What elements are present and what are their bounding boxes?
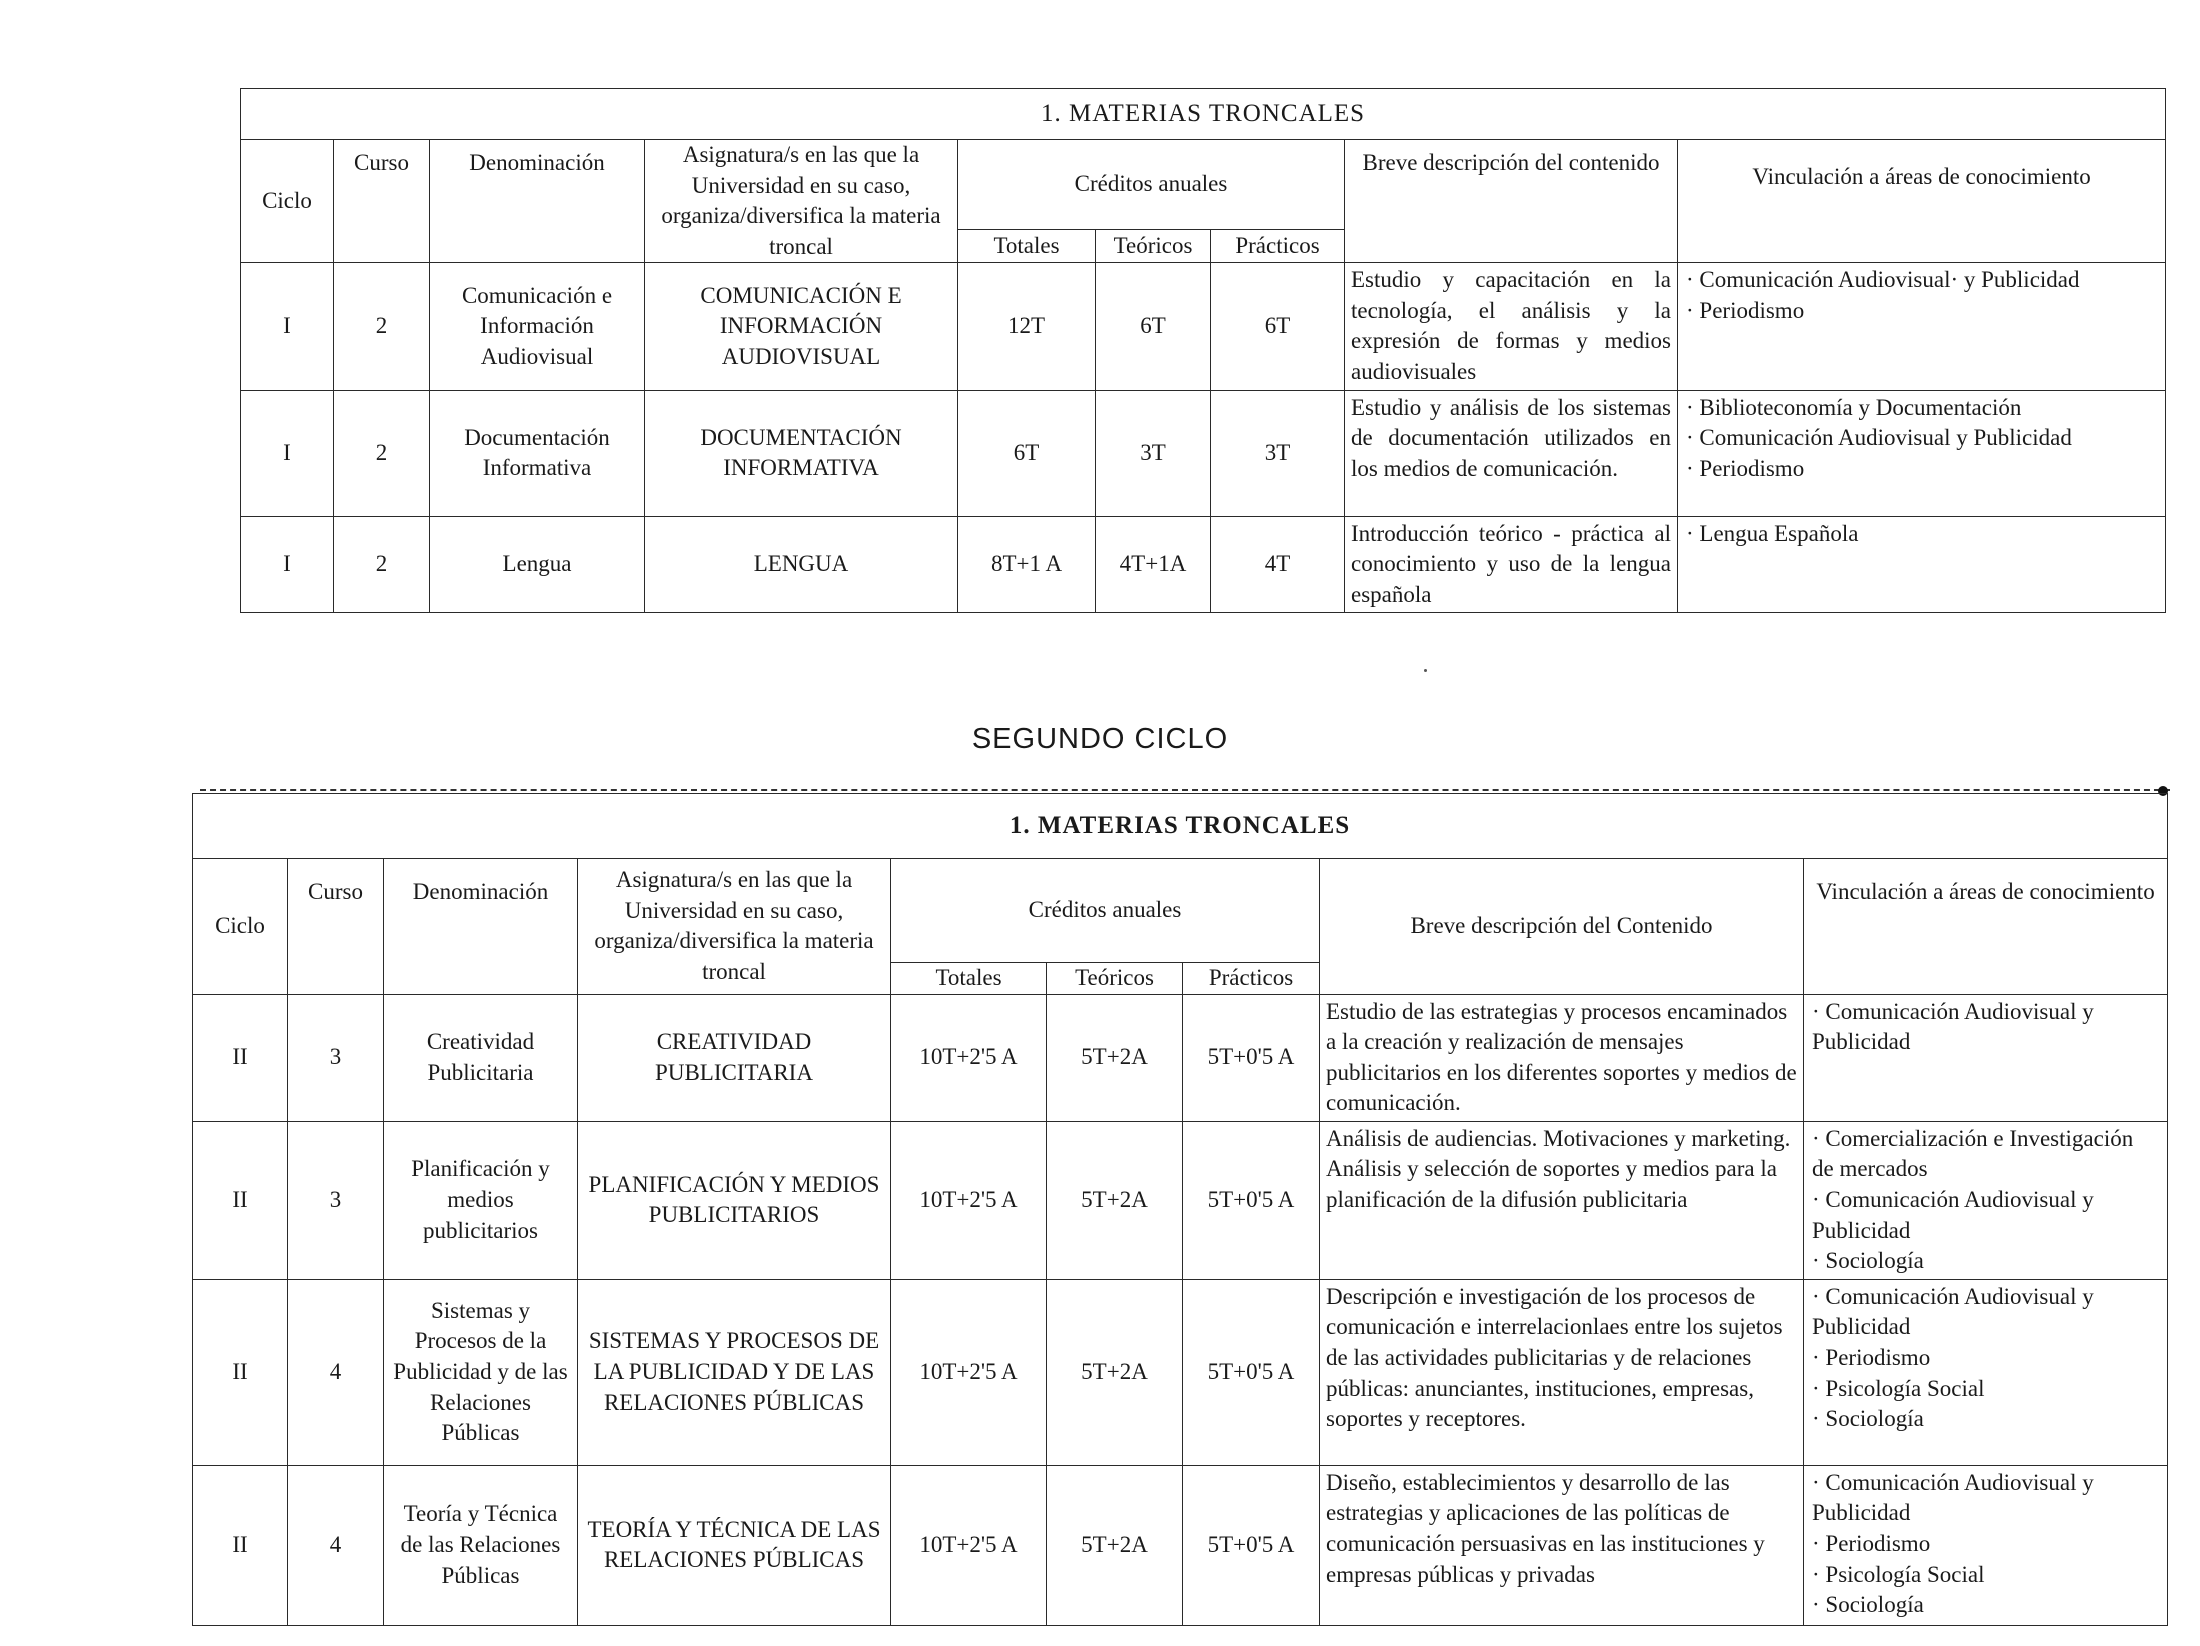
cell-curso: 3 <box>288 994 384 1121</box>
area-item: · Sociología <box>1812 1248 1924 1274</box>
cell-denominacion: Teoría y Técnica de las Relaciones Públicas <box>384 1465 578 1625</box>
materias-troncales-table-1 <box>240 88 2165 613</box>
cell-teoricos: 5T+2A <box>1047 1465 1183 1625</box>
cell-asignatura: SISTEMAS Y PROCESOS DE LA PUBLICIDAD Y DE LAS RELACIONES PÚBLICAS <box>578 1279 891 1465</box>
cell-denominacion: Sistemas y Procesos de la Publicidad y de las Relaciones Públicas <box>384 1279 578 1465</box>
cell-descripcion: Introducción teórico - práctica al conocimiento y uso de la lengua española <box>1345 516 1678 613</box>
area-item: · Sociología <box>1812 1406 1924 1432</box>
cell-totales: 10T+2'5 A <box>891 1121 1047 1279</box>
area-item: · Comunicación Audiovisual y Publicidad <box>1686 425 2072 451</box>
table-2-body <box>193 994 2168 1625</box>
cell-practicos: 3T <box>1211 390 1345 516</box>
cell-descripcion: Estudio de las estrategias y procesos encaminados a la creación y realización de mensajes publicitarios en los diferentes soportes y medios de comunicación. <box>1320 994 1804 1121</box>
header-descripcion: Breve descripción del contenido <box>1345 140 1678 263</box>
area-item: · Comunicación Audiovisual y Publicidad <box>1812 1187 2094 1243</box>
cell-practicos: 4T <box>1211 516 1345 613</box>
table-row <box>193 1121 2168 1279</box>
cell-areas <box>1804 994 2168 1121</box>
cell-ciclo: I <box>241 263 334 390</box>
cell-curso: 2 <box>334 263 430 390</box>
header-denominacion: Denominación <box>384 859 578 995</box>
table-row <box>241 263 2166 390</box>
materias-troncales-table-2 <box>192 793 2167 1626</box>
cell-asignatura: PLANIFICACIÓN Y MEDIOS PUBLICITARIOS <box>578 1121 891 1279</box>
cell-ciclo: II <box>193 1121 288 1279</box>
cell-practicos: 6T <box>1211 263 1345 390</box>
cell-curso: 2 <box>334 390 430 516</box>
cell-totales: 12T <box>958 263 1096 390</box>
table-2 <box>192 793 2168 1626</box>
cell-ciclo: II <box>193 1465 288 1625</box>
cell-asignatura: COMUNICACIÓN E INFORMACIÓN AUDIOVISUAL <box>645 263 958 390</box>
header-asignatura: Asignatura/s en las que la Universidad en su caso, organiza/diversifica la materia troncal <box>645 140 958 263</box>
header-asignatura: Asignatura/s en las que la Universidad en su caso, organiza/diversifica la materia troncal <box>578 859 891 995</box>
header-teoricos: Teóricos <box>1047 963 1183 995</box>
cell-areas <box>1678 516 2166 613</box>
header-teoricos: Teóricos <box>1096 230 1211 263</box>
cell-teoricos: 5T+2A <box>1047 1279 1183 1465</box>
area-item: · Periodismo <box>1686 455 1805 481</box>
header-denominacion: Denominación <box>430 140 645 263</box>
cell-curso: 2 <box>334 516 430 613</box>
cell-practicos: 5T+0'5 A <box>1183 1279 1320 1465</box>
area-item: · Comunicación Audiovisual y Publicidad <box>1812 1283 2094 1340</box>
area-item: · Periodismo <box>1812 1344 1931 1370</box>
cell-asignatura: TEORÍA Y TÉCNICA DE LAS RELACIONES PÚBLICAS <box>578 1465 891 1625</box>
area-item: · Psicología Social <box>1812 1561 1985 1587</box>
area-item: · Periodismo <box>1686 297 1805 323</box>
cell-teoricos: 5T+2A <box>1047 994 1183 1121</box>
cell-practicos: 5T+0'5 A <box>1183 1465 1320 1625</box>
cell-areas <box>1678 263 2166 390</box>
dashed-rule <box>200 789 2170 791</box>
cell-denominacion: Creatividad Publicitaria <box>384 994 578 1121</box>
cell-areas <box>1804 1465 2168 1625</box>
cell-totales: 6T <box>958 390 1096 516</box>
cell-practicos: 5T+0'5 A <box>1183 1121 1320 1279</box>
cell-curso: 4 <box>288 1465 384 1625</box>
area-item: · Periodismo <box>1812 1530 1931 1556</box>
header-creditos: Créditos anuales <box>891 859 1320 963</box>
table-row <box>193 1465 2168 1625</box>
table-row <box>241 390 2166 516</box>
cell-descripcion: Análisis de audiencias. Motivaciones y marketing. Análisis y selección de soportes y medios para la planificación de la difusión publicitaria <box>1320 1121 1804 1279</box>
cell-practicos: 5T+0'5 A <box>1183 994 1320 1121</box>
cell-totales: 10T+2'5 A <box>891 1465 1047 1625</box>
header-ciclo: Ciclo <box>241 140 334 263</box>
header-curso: Curso <box>288 859 384 995</box>
area-item: · Psicología Social <box>1812 1375 1985 1401</box>
cell-denominacion: Planificación y medios publicitarios <box>384 1121 578 1279</box>
table-1-body <box>241 263 2166 613</box>
header-vinculacion: Vinculación a áreas de conocimiento <box>1804 859 2168 995</box>
section-title: SEGUNDO CICLO <box>971 723 1229 755</box>
cell-asignatura: DOCUMENTACIÓN INFORMATIVA <box>645 390 958 516</box>
cell-denominacion: Comunicación e Información Audiovisual <box>430 263 645 390</box>
cell-descripcion: Estudio y análisis de los sistemas de documentación utilizados en los medios de comunicación. <box>1345 390 1678 516</box>
cell-areas <box>1804 1279 2168 1465</box>
cell-descripcion: Estudio y capacitación en la tecnología, el análisis y la expresión de formas y medios audiovisuales <box>1345 263 1678 390</box>
table-1 <box>240 88 2166 613</box>
table-2-title: 1. MATERIAS TRONCALES <box>193 794 2168 859</box>
cell-teoricos: 3T <box>1096 390 1211 516</box>
cell-areas <box>1804 1121 2168 1279</box>
cell-descripcion: Diseño, establecimientos y desarrollo de las estrategias y aplicaciones de las políticas de comunicación persuasivas en las instituciones y empresas públicas y privadas <box>1320 1465 1804 1625</box>
cell-areas <box>1678 390 2166 516</box>
table-row <box>193 1279 2168 1465</box>
area-item: · Comercialización e Investigación de mercados <box>1812 1125 2134 1182</box>
area-item: · Sociología <box>1812 1592 1924 1618</box>
header-vinculacion: Vinculación a áreas de conocimiento <box>1678 140 2166 263</box>
header-practicos: Prácticos <box>1211 230 1345 263</box>
cell-asignatura: LENGUA <box>645 516 958 613</box>
cell-ciclo: I <box>241 390 334 516</box>
table-row <box>241 516 2166 613</box>
cell-ciclo: I <box>241 516 334 613</box>
cell-totales: 10T+2'5 A <box>891 994 1047 1121</box>
table-row <box>193 994 2168 1121</box>
header-practicos: Prácticos <box>1183 963 1320 995</box>
header-curso: Curso <box>334 140 430 263</box>
area-item: · Comunicación Audiovisual y Publicidad <box>1812 998 2094 1055</box>
cell-curso: 4 <box>288 1279 384 1465</box>
cell-totales: 10T+2'5 A <box>891 1279 1047 1465</box>
cell-teoricos: 4T+1A <box>1096 516 1211 613</box>
cell-denominacion: Documentación Informativa <box>430 390 645 516</box>
speck <box>1424 669 1427 672</box>
table-1-title: 1. MATERIAS TRONCALES <box>241 89 2166 140</box>
area-item: · Biblioteconomía y Documentación <box>1686 394 2022 420</box>
cell-ciclo: II <box>193 1279 288 1465</box>
cell-curso: 3 <box>288 1121 384 1279</box>
header-totales: Totales <box>958 230 1096 263</box>
cell-asignatura: CREATIVIDAD PUBLICITARIA <box>578 994 891 1121</box>
area-item: · Lengua Española <box>1686 520 1859 546</box>
cell-teoricos: 5T+2A <box>1047 1121 1183 1279</box>
cell-ciclo: II <box>193 994 288 1121</box>
cell-descripcion: Descripción e investigación de los procesos de comunicación e interrelacionlaes entre los sujetos de las actividades publicitarias y de relaciones públicas: anunciantes, instituciones, empresas, soportes y receptores. <box>1320 1279 1804 1465</box>
cell-totales: 8T+1 A <box>958 516 1096 613</box>
header-ciclo: Ciclo <box>193 859 288 995</box>
header-creditos: Créditos anuales <box>958 140 1345 230</box>
area-item: · Comunicación Audiovisual· y Publicidad <box>1686 267 2080 293</box>
header-descripcion: Breve descripción del Contenido <box>1320 859 1804 995</box>
cell-denominacion: Lengua <box>430 516 645 613</box>
header-totales: Totales <box>891 963 1047 995</box>
area-item: · Comunicación Audiovisual y Publicidad <box>1812 1469 2094 1526</box>
cell-teoricos: 6T <box>1096 263 1211 390</box>
